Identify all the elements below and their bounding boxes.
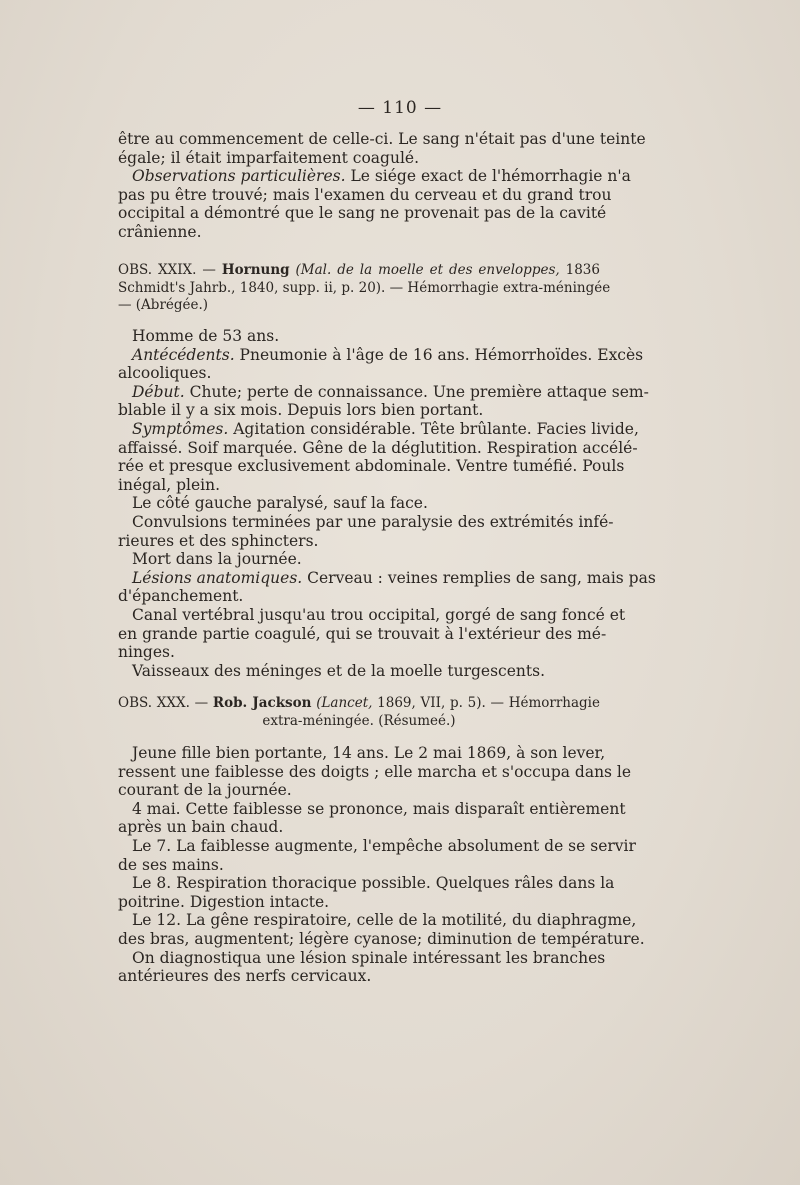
text-span: Vaisseaux des méninges et de la moelle turgescents. [132, 661, 545, 680]
text-line [118, 364, 600, 383]
text-line [118, 781, 600, 800]
text-line: pas pu être trouvé; mais l'examen du cerveau et du grand trou [118, 185, 612, 204]
text-span: Cerveau : veines remplies de sang, mais pas [302, 568, 656, 587]
text-span: alcooliques. [118, 364, 212, 383]
text-line [118, 419, 639, 439]
text-line [118, 799, 626, 819]
text-line [118, 911, 637, 930]
obs-author: Hornung [221, 262, 290, 278]
text-line [118, 382, 649, 402]
text-line [118, 457, 625, 476]
heading-line: — (Abrégée.) [118, 297, 209, 313]
text-line: occipital a démontré que le sang ne provenait pas de la cavité [118, 204, 607, 223]
text-span: Le 12. La gêne respiratoire, celle de la motilité, du diaphragme, [132, 911, 637, 930]
text-span: Agitation considérable. Tête brûlante. Facies livide, [228, 419, 639, 438]
text-line [118, 893, 600, 912]
text-span: 4 mai. Cette faiblesse se prononce, mais disparaît entièrement [132, 799, 626, 818]
section-label: Symptômes. [132, 419, 229, 438]
text-line [118, 836, 636, 856]
heading-line: extra-méningée. (Résumeé.) [262, 712, 456, 729]
text-line [118, 967, 600, 986]
heading-line [118, 262, 600, 280]
text-line [118, 345, 644, 365]
text-line [118, 167, 631, 186]
text-span: Le 8. Respiration thoracique possible. Quelques râles dans la [132, 874, 615, 893]
text-span: Chute; perte de connaissance. Une première attaque sem- [184, 382, 649, 401]
text-span: après un bain chaud. [118, 818, 284, 837]
text-span: ressent une faiblesse des doigts ; elle marcha et s'occupa dans le [118, 762, 632, 781]
section-label: Antécédents. [132, 345, 235, 364]
heading-line [118, 695, 600, 713]
text-span: Convulsions terminées par une paralysie des extrémités infé- [132, 512, 614, 531]
text-span: affaissé. Soif marquée. Gêne de la déglutition. Respiration accélé- [118, 438, 638, 457]
text-line [118, 532, 600, 551]
text-line [118, 643, 600, 662]
text-span: Le côté gauche paralysé, sauf la face. [132, 494, 428, 513]
obs-number: OBS. XXIX. — [118, 262, 222, 278]
text-span: antérieures des nerfs cervicaux. [118, 967, 372, 986]
observation-29-body [118, 327, 656, 680]
text-line [118, 401, 600, 420]
text-span: rieures et des sphincters. [118, 531, 319, 550]
text-line [118, 568, 656, 588]
text-span: Le siége exact de l'hémorrhagie n'a [345, 167, 631, 186]
text-line [118, 744, 606, 763]
text-line [118, 929, 645, 949]
text-span: courant de la journée. [118, 781, 292, 800]
text-span: Jeune fille bien portante, 14 ans. Le 2 mai 1869, à son lever, [132, 744, 606, 762]
text-line: égale; il était imparfaitement coagulé. [118, 148, 420, 167]
text-line [118, 662, 600, 681]
heading-line: Schmidt's Jahrb., 1840, supp. ii, p. 20). — Hémorrhagie extra-méningée [118, 279, 611, 296]
text-span: Mort dans la journée. [132, 550, 302, 569]
obs-reference-rest: 1869, VII, p. 5). — Hémorrhagie [372, 695, 600, 711]
text-line [118, 512, 614, 532]
page-number: — 110 — [357, 98, 443, 118]
text-line: être au commencement de celle-ci. Le sang n'était pas d'une teinte [118, 130, 646, 148]
text-span: Le 7. La faiblesse augmente, l'empêche absolument de se servir [132, 836, 636, 855]
text-line [118, 605, 626, 625]
intro-paragraph [118, 130, 646, 242]
text-line [118, 494, 600, 513]
text-line [118, 948, 606, 968]
text-span: de ses mains. [118, 855, 224, 874]
text-span: poitrine. Digestion intacte. [118, 892, 330, 911]
text-span: On diagnostiqua une lésion spinale intéressant les branches [132, 948, 606, 967]
obs-reference: (Lancet, [311, 695, 373, 711]
text-span: Homme de 53 ans. [132, 327, 280, 345]
text-span: rée et presque exclusivement abdominale. Ventre tuméfié. Pouls [118, 457, 625, 476]
obs-author: Rob. Jackson [212, 695, 312, 711]
text-span: d'épanchement. [118, 587, 244, 606]
text-line [118, 327, 600, 346]
text-line: crânienne. [118, 222, 202, 241]
text-line [118, 818, 600, 837]
obs-reference: (Mal. de la moelle et des enveloppes, [289, 262, 560, 278]
text-span: en grande partie coagulé, qui se trouvait à l'extérieur des mé- [118, 624, 607, 643]
text-line [118, 624, 607, 644]
text-line [118, 762, 632, 782]
text-span: Pneumonie à l'âge de 16 ans. Hémorrhoïdes. Excès [234, 345, 644, 364]
section-label: Début. [132, 382, 185, 401]
section-label: Lésions anatomiques. [132, 568, 303, 587]
text-span: blable il y a six mois. Depuis lors bien portant. [118, 401, 484, 420]
text-line [118, 438, 638, 458]
text-line [118, 550, 600, 569]
obs-reference-rest: 1836 [559, 262, 600, 278]
observation-29-heading [118, 262, 611, 315]
text-line [118, 856, 600, 875]
text-span: Canal vertébral jusqu'au trou occipital, gorgé de sang foncé et [132, 605, 626, 624]
text-line [118, 587, 600, 606]
observation-30-heading [118, 695, 600, 730]
text-line [118, 476, 600, 495]
text-span: ninges. [118, 643, 175, 662]
text-span: des bras, augmentent; légère cyanose; diminution de température. [118, 929, 645, 948]
text-span: inégal, plein. [118, 475, 221, 494]
section-label: Observations particulières. [132, 167, 346, 186]
observation-30-body [118, 744, 645, 986]
text-line [118, 874, 615, 893]
obs-number: OBS. XXX. — [118, 695, 213, 711]
